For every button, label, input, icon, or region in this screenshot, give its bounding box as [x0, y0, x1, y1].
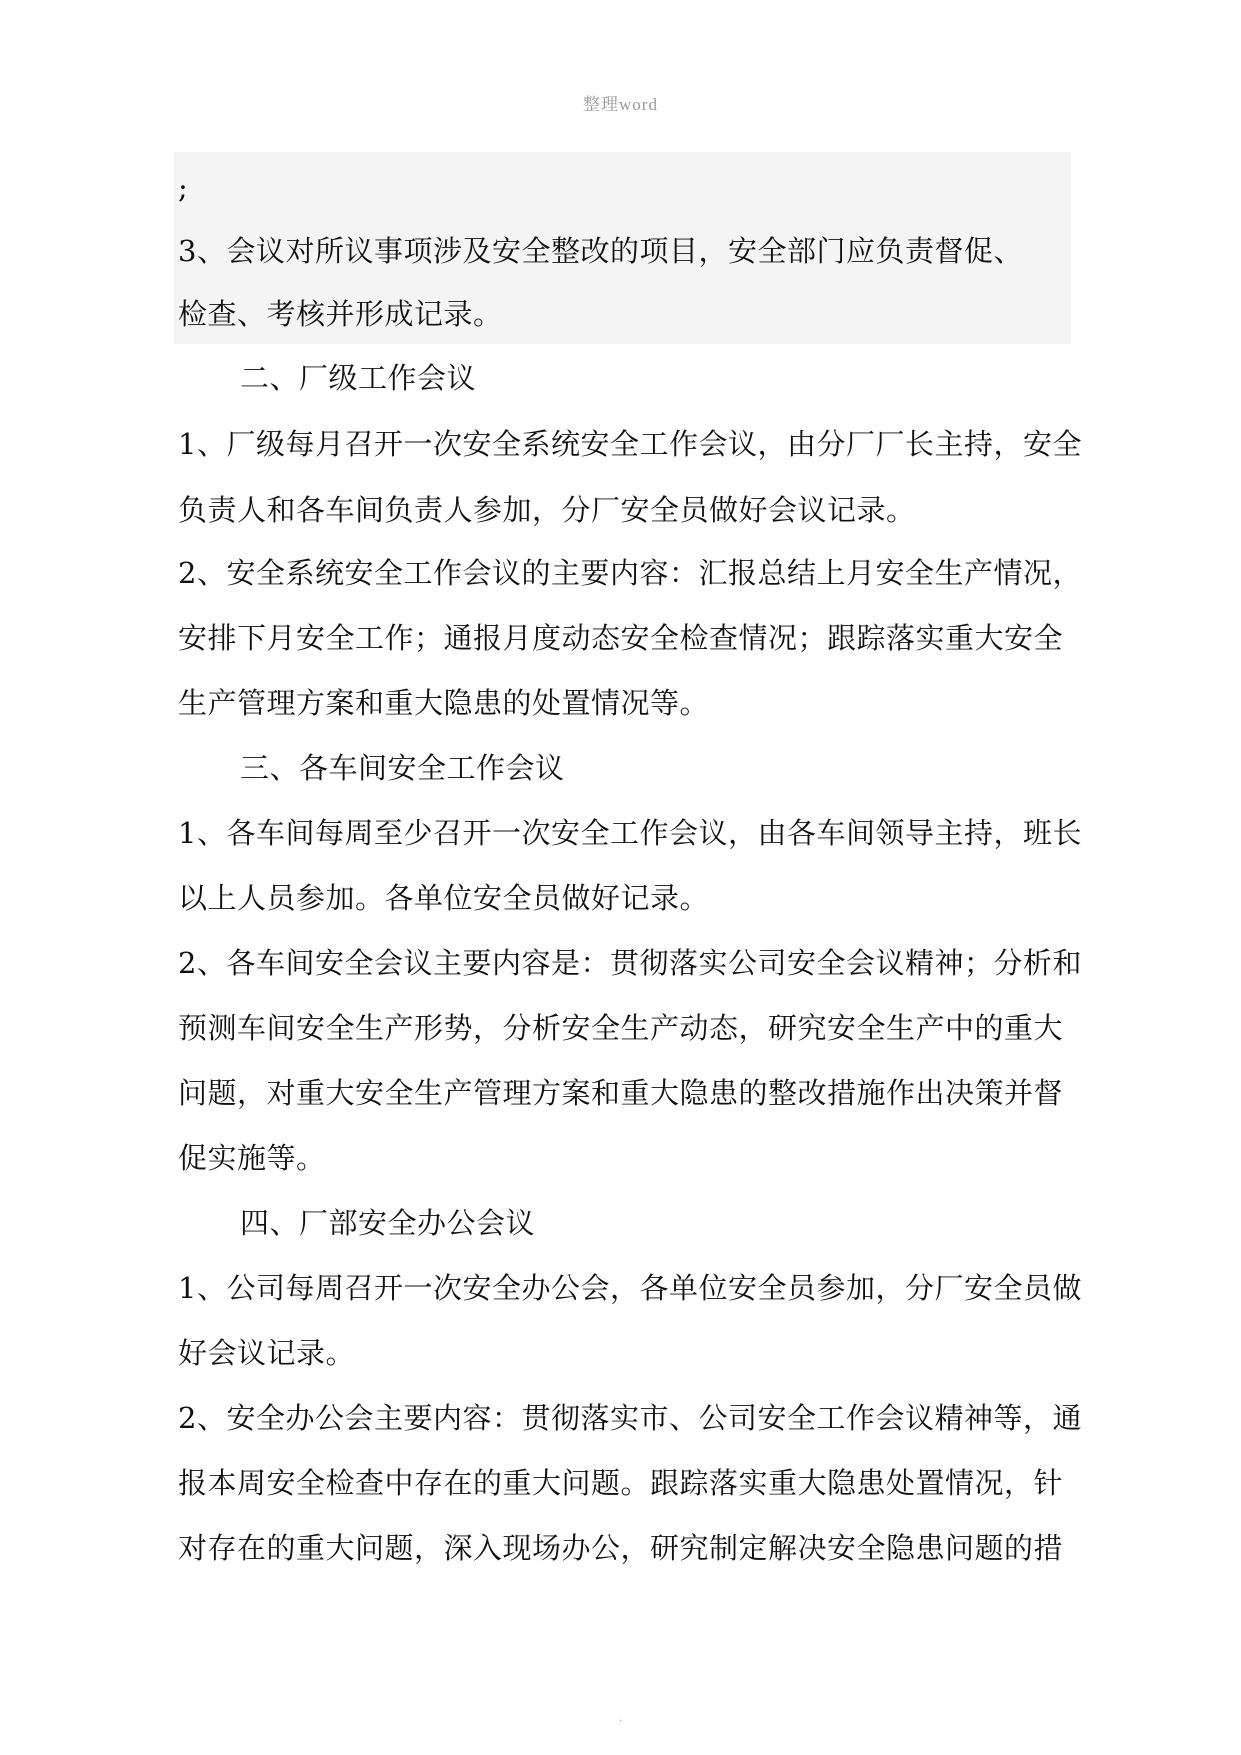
text-line: 1、公司每周召开一次安全办公会，各单位安全员参加，分厂安全员做 — [178, 1271, 1082, 1305]
text-line: 负责人和各车间负责人参加，分厂安全员做好会议记录。 — [178, 493, 916, 527]
page-header: 整理word — [583, 95, 658, 114]
text-line: 安排下月安全工作；通报月度动态安全检查情况；跟踪落实重大安全 — [178, 621, 1064, 655]
text-line: 3、会议对所议事项涉及安全整改的项目，安全部门应负责督促、 — [178, 234, 1023, 268]
text-line: 2、安全办公会主要内容：贯彻落实市、公司安全工作会议精神等，通 — [178, 1401, 1082, 1435]
text-line: 对存在的重大问题，深入现场办公，研究制定解决安全隐患问题的措 — [178, 1531, 1064, 1565]
text-line: 预测车间安全生产形势，分析安全生产动态，研究安全生产中的重大 — [178, 1011, 1064, 1045]
section-heading: 二、厂级工作会议 — [240, 361, 477, 395]
text-line: 问题，对重大安全生产管理方案和重大隐患的整改措施作出决策并督 — [178, 1076, 1064, 1110]
text-line: 1、各车间每周至少召开一次安全工作会议，由各车间领导主持，班长 — [178, 816, 1082, 850]
section-heading: 四、厂部安全办公会议 — [240, 1206, 536, 1240]
text-line: 好会议记录。 — [178, 1336, 356, 1370]
text-line: 检查、考核并形成记录。 — [178, 297, 503, 331]
text-line: 报本周安全检查中存在的重大问题。跟踪落实重大隐患处置情况，针 — [178, 1466, 1064, 1500]
text-line: 2、各车间安全会议主要内容是：贯彻落实公司安全会议精神；分析和 — [178, 946, 1082, 980]
text-line: 生产管理方案和重大隐患的处置情况等。 — [178, 686, 710, 720]
page-footer: . — [618, 1710, 623, 1724]
text-line: 以上人员参加。各单位安全员做好记录。 — [178, 881, 710, 915]
text-line: 1、厂级每月召开一次安全系统安全工作会议，由分厂厂长主持，安全 — [178, 427, 1082, 461]
section-heading: 三、各车间安全工作会议 — [240, 751, 565, 785]
text-line: ; — [178, 171, 189, 205]
text-line: 2、安全系统安全工作会议的主要内容：汇报总结上月安全生产情况， — [178, 556, 1082, 590]
text-line: 促实施等。 — [178, 1141, 326, 1175]
